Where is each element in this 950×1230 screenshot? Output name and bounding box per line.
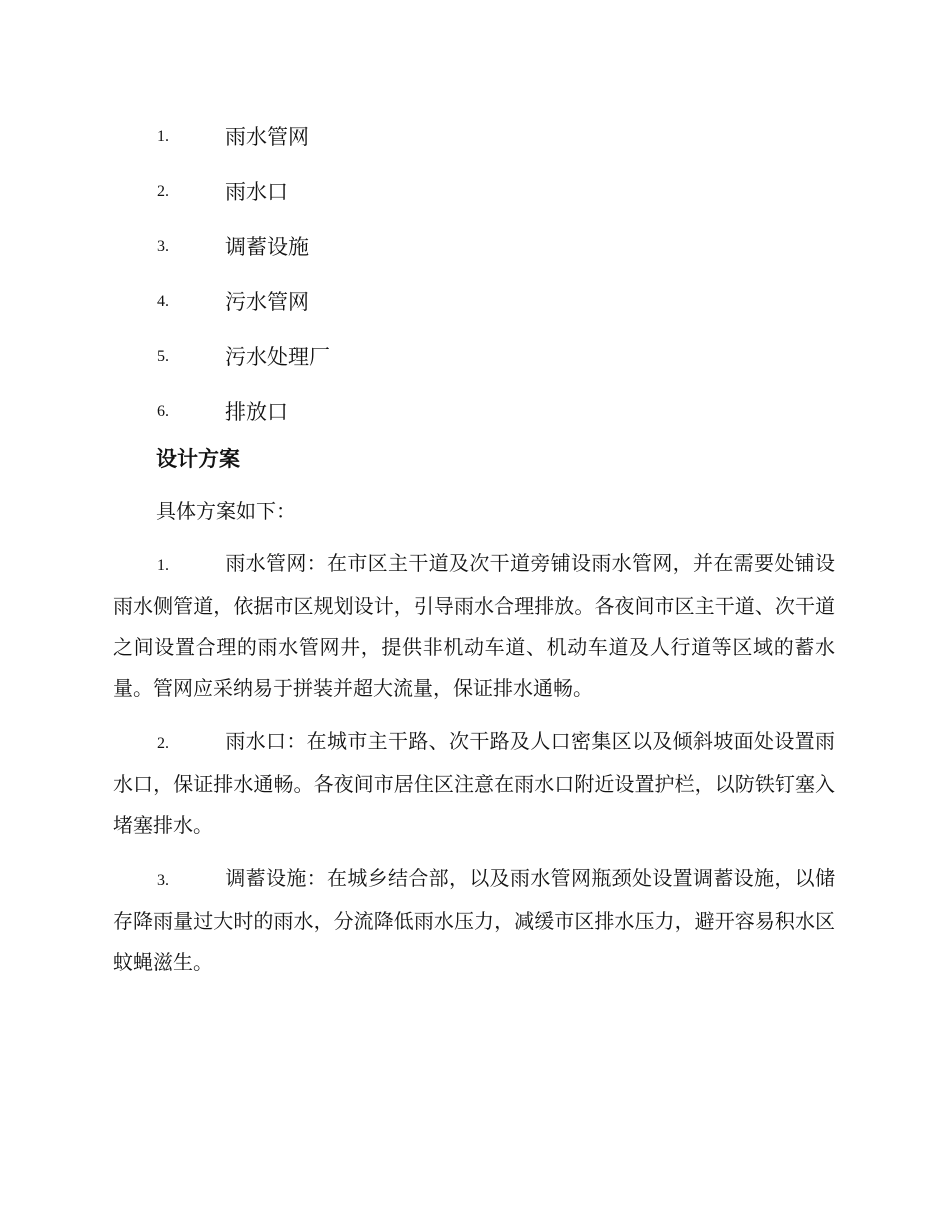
paragraph <box>113 543 835 709</box>
list-item <box>113 384 835 439</box>
list-item-number: 2. <box>157 182 169 200</box>
component-list <box>113 0 835 439</box>
list-item <box>113 219 835 274</box>
list-item-number: 5. <box>157 347 169 365</box>
paragraph-number: 2. <box>157 735 169 752</box>
list-item-label: 雨水口 <box>225 179 288 204</box>
paragraph-text: 雨水管网：在市区主干道及次干道旁铺设雨水管网，并在需要处铺设雨水侧管道，依据市区规划设计，引导雨水合理排放。各夜间市区主干道、次干道之间设置合理的雨水管网井，提供非机动车道、机动车道及人行道等区域的蓄水量。管网应采纳易于拼装并超大流量，保证排水通畅。 <box>113 551 835 700</box>
list-item-number: 1. <box>157 127 169 145</box>
intro-text: 具体方案如下： <box>156 499 296 523</box>
list-item <box>113 274 835 329</box>
list-item-number: 4. <box>157 292 169 310</box>
paragraph-number: 1. <box>157 557 169 574</box>
paragraph-text: 调蓄设施：在城乡结合部，以及雨水管网瓶颈处设置调蓄设施，以储存降雨量过大时的雨水，分流降低雨水压力，减缓市区排水压力，避开容易积水区蚊蝇滋生。 <box>113 866 835 974</box>
section-heading: 设计方案 <box>156 447 240 471</box>
paragraph-number: 3. <box>157 872 169 889</box>
list-item <box>113 329 835 384</box>
list-item <box>113 164 835 219</box>
paragraph <box>113 721 835 846</box>
list-item <box>113 109 835 164</box>
list-item-number: 3. <box>157 237 169 255</box>
paragraph-text: 雨水口：在城市主干路、次干路及人口密集区以及倾斜坡面处设置雨水口，保证排水通畅。各夜间市居住区注意在雨水口附近设置护栏，以防铁钉塞入堵塞排水。 <box>113 729 835 837</box>
list-item-label: 排放口 <box>225 399 288 424</box>
list-item-label: 雨水管网 <box>225 124 309 149</box>
list-item-label: 污水管网 <box>225 289 309 314</box>
paragraph <box>113 858 835 983</box>
list-item-number: 6. <box>157 402 169 420</box>
list-item-label: 调蓄设施 <box>225 234 309 259</box>
list-item-label: 污水处理厂 <box>225 344 330 369</box>
